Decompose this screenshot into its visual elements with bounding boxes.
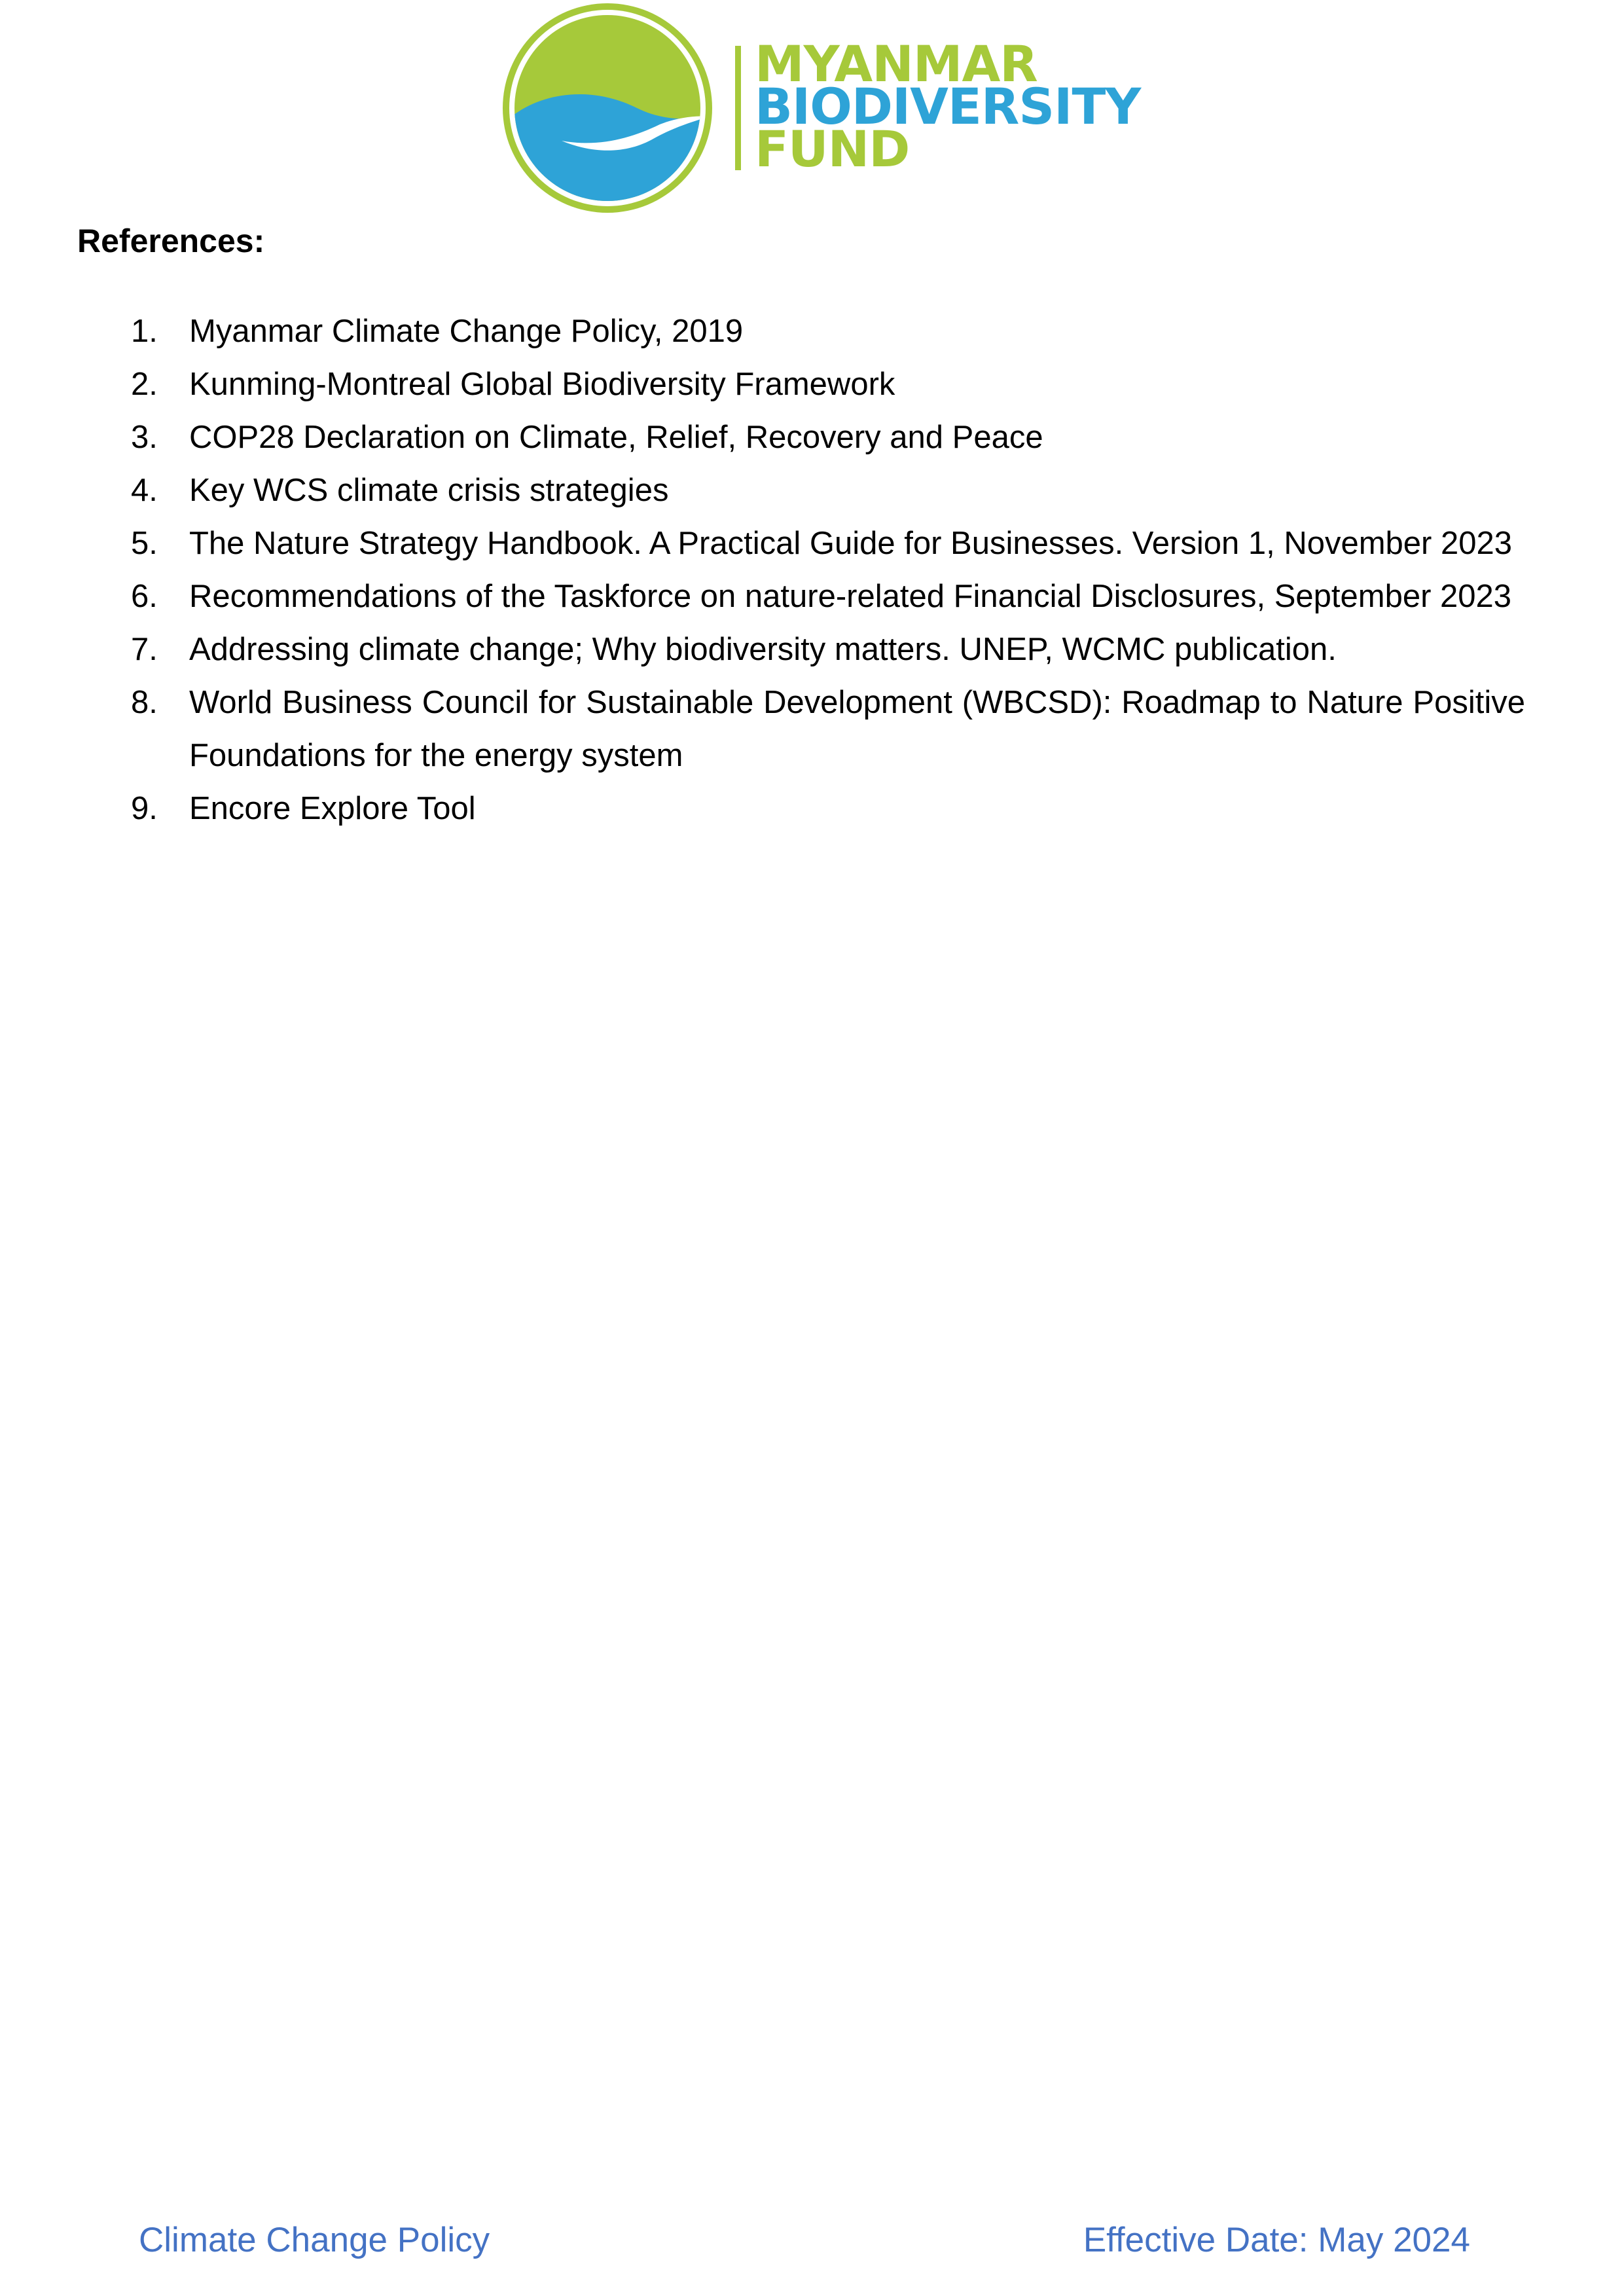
reference-number: 4. bbox=[131, 473, 158, 508]
reference-item bbox=[131, 305, 1525, 358]
logo-text-biodiversity: BIODIVERSITY bbox=[755, 77, 1141, 136]
reference-text: World Business Council for Sustainable Development (WBCSD): Roadmap to Nature Positive Foundations for the energy system bbox=[189, 685, 1525, 773]
logo-text-fund: FUND bbox=[755, 120, 910, 178]
reference-number: 9. bbox=[131, 791, 158, 826]
reference-text: Myanmar Climate Change Policy, 2019 bbox=[189, 314, 744, 349]
reference-item bbox=[131, 676, 1525, 782]
references-heading: References: bbox=[77, 223, 265, 259]
logo-divider-bar bbox=[735, 46, 741, 170]
reference-item bbox=[131, 570, 1525, 623]
reference-item bbox=[131, 517, 1525, 570]
logo-emblem-icon bbox=[499, 0, 715, 216]
reference-item bbox=[131, 411, 1525, 464]
reference-item bbox=[131, 358, 1525, 411]
footer-effective-date: Effective Date: May 2024 bbox=[1083, 2221, 1470, 2259]
logo-text-myanmar: MYANMAR bbox=[755, 35, 1038, 93]
footer-document-title: Climate Change Policy bbox=[139, 2221, 490, 2259]
reference-item bbox=[131, 782, 1525, 835]
reference-text: Addressing climate change; Why biodiversity matters. UNEP, WCMC publication. bbox=[189, 632, 1337, 667]
reference-item bbox=[131, 623, 1525, 676]
reference-number: 5. bbox=[131, 526, 158, 561]
reference-item bbox=[131, 464, 1525, 517]
reference-number: 2. bbox=[131, 367, 158, 402]
reference-number: 8. bbox=[131, 685, 158, 720]
references-list bbox=[131, 305, 1525, 835]
reference-text: Key WCS climate crisis strategies bbox=[189, 473, 669, 508]
reference-text: Kunming-Montreal Global Biodiversity Framework bbox=[189, 367, 895, 402]
myanmar-biodiversity-fund-logo bbox=[499, 0, 1141, 219]
reference-number: 1. bbox=[131, 314, 158, 349]
reference-text: COP28 Declaration on Climate, Relief, Recovery and Peace bbox=[189, 420, 1043, 455]
reference-text: The Nature Strategy Handbook. A Practical Guide for Businesses. Version 1, November 2023 bbox=[189, 526, 1512, 561]
reference-text: Encore Explore Tool bbox=[189, 791, 476, 826]
reference-number: 7. bbox=[131, 632, 158, 667]
reference-number: 3. bbox=[131, 420, 158, 455]
reference-number: 6. bbox=[131, 579, 158, 614]
reference-text: Recommendations of the Taskforce on nature-related Financial Disclosures, September 2023 bbox=[189, 579, 1512, 614]
